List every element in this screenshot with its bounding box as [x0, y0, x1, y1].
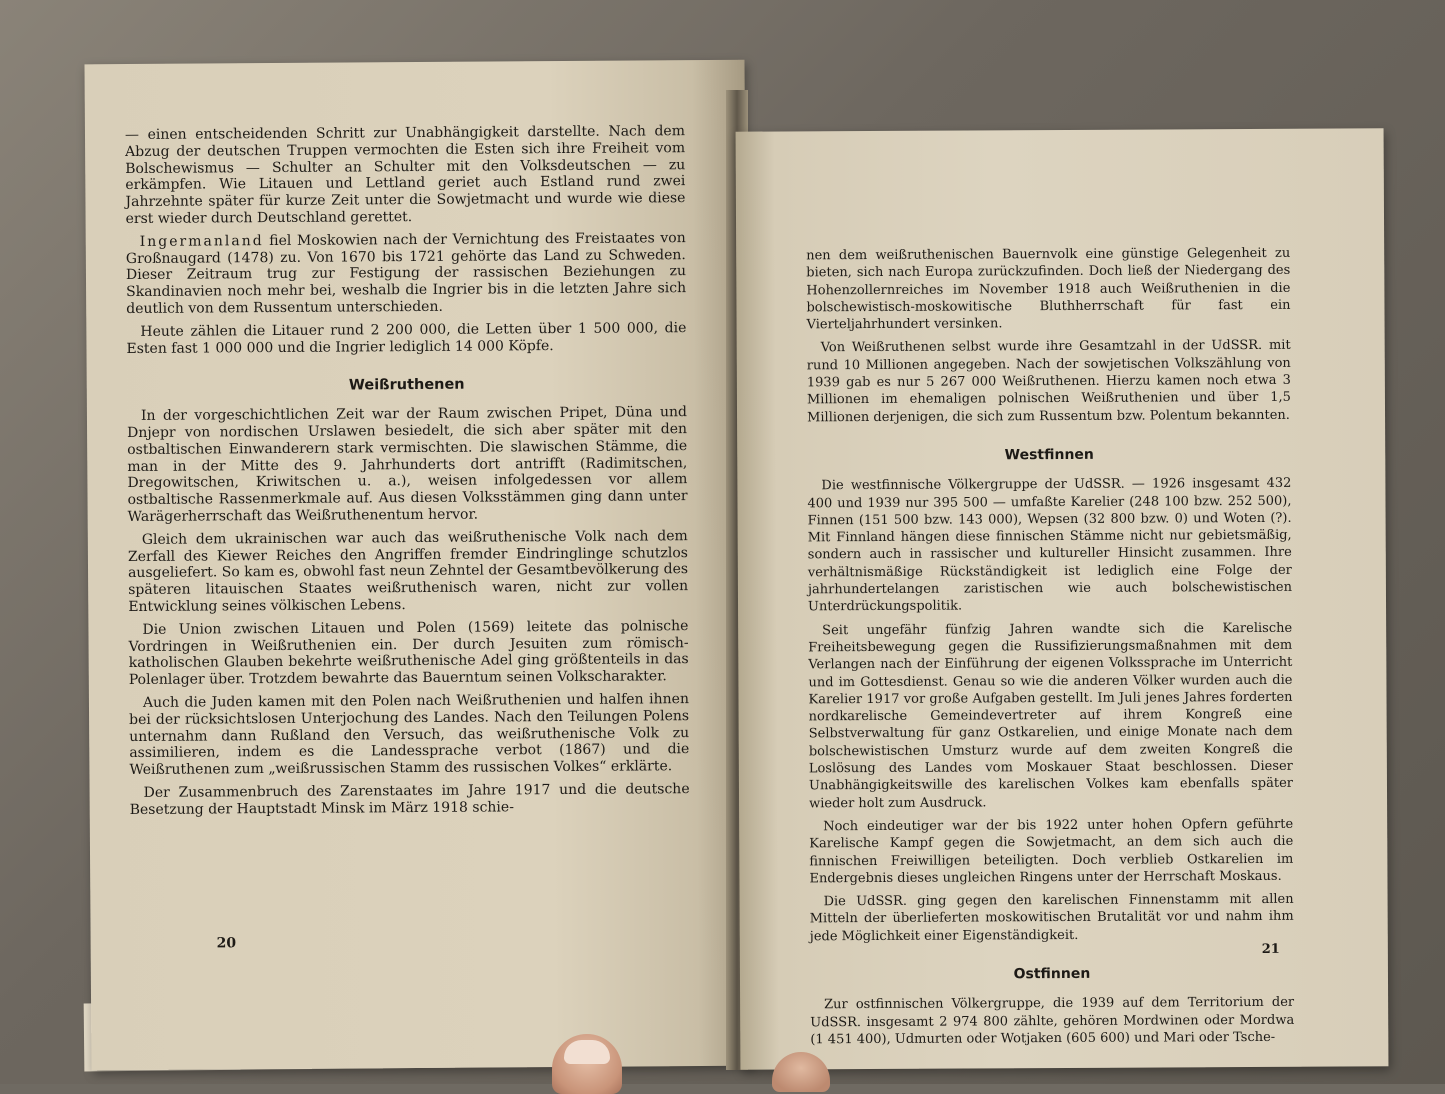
- paragraph: Die UdSSR. ging gegen den karelischen Finnenstamm mit allen Mitteln der überlieferten moskowitischen Brutalität vor und nahm ihm jede Möglichkeit einer Eigenständigkeit.: [809, 891, 1294, 945]
- paragraph: Die westfinnische Völkergruppe der UdSSR. — 1926 insgesamt 432 400 und 1939 nur 395 500 — umfaßte Karelier (248 100 bzw. 252 500), Finnen (151 500 bzw. 143 000), Wepsen (32 800 bzw. 0) und Woten (?). Mit Finnland hängen diese finnischen Stämme nicht nur gebietsmäßig, sondern auch in rassischer und kultureller Hinsicht zusammen. Ihre verhältnismäßige Rückständigkeit ist lediglich eine Folge der jahrhundertelangen zaristischen wie auch bolschewistischen Unterdrückungspolitik.: [807, 476, 1292, 615]
- right-page: [736, 128, 1389, 1069]
- paragraph: — einen entscheidenden Schritt zur Unabhängigkeit darstellte. Nach dem Abzug der deutschen Truppen vermochten die Esten sich ihre Freiheit vom Bolschewismus — Schulter an Schulter mit den Volksdeutschen — zu erkämpfen. Wie Litauen und Lettland geriet auch Estland rund zwei Jahrzehnte später für kurze Zeit unter die Sowjetmacht und wurde wie diese erst wieder durch Deutschland gerettet.: [124, 123, 686, 228]
- page-number: 21: [1261, 941, 1280, 957]
- paragraph: Von Weißruthenen selbst wurde ihre Gesamtzahl in der UdSSR. mit rund 10 Millionen angegeben. Nach der sowjetischen Volkszählung von 1939 gab es nur 5 267 000 Weißruthenen. Hierzu kamen noch etwa 3 Millionen im ehemaligen polnischen Weißruthenien und über 1,5 Millionen derjenigen, die sich zum Russentum bzw. Polentum bekannten.: [806, 338, 1291, 426]
- paragraph: Der Zusammenbruch des Zarenstaates im Jahre 1917 und die deutsche Besetzung der Hauptstadt Minsk im März 1918 schie-: [129, 781, 690, 818]
- paragraph: nen dem weißruthenischen Bauernvolk eine günstige Gelegenheit zu bieten, sich nach Europa zurückzufinden. Doch ließ der Niedergang des Hohenzollernreiches im November 1918 auch Weißruthenien in die bolschewistisch-moskowitische Bluthherrschaft für fast ein Vierteljahrhundert versinken.: [806, 245, 1291, 333]
- left-page-text: [125, 123, 690, 824]
- heading-westfinnen: Westfinnen: [1004, 446, 1094, 464]
- heading-ostfinnen: Ostfinnen: [1013, 965, 1091, 983]
- thumbnail-nail: [564, 1040, 610, 1064]
- page-number: 20: [216, 935, 237, 952]
- paragraph-heute: Heute zählen die Litauer rund 2 200 000, die Letten über 1 500 000, die Esten fast 1 000 000 und die Ingrier lediglich 14 000 Köpfe.: [126, 319, 687, 357]
- heading-weissruthenen: Weißruthenen: [348, 377, 465, 394]
- paragraph: Zur ostfinnischen Völkergruppe, die 1939 auf dem Territorium der UdSSR. insgesamt 2 974 800 zählte, gehören Mordwinen oder Mordwa (1 451 400), Udmurten oder Wotjaken (605 600) und Mari oder Tsche-: [810, 995, 1295, 1048]
- right-page-text: [806, 245, 1294, 1055]
- paragraph: Seit ungefähr fünfzig Jahren wandte sich die Karelische Freiheitsbewegung gegen die Russifizierungsmaßnahmen mit dem Verlangen nach der Einführung der eigenen Volkssprache im Unterricht und im Gottesdienst. Genau so wie die anderen Völker wurden auch die Karelier 1917 vor große Aufgaben gestellt. Im Juli jenes Jahres forderten nordkarelische Gemeindevertreter auf ihrem Kongreß eine Selbstverwaltung für ganz Ostkarelien, und einige Monate nach dem bolschewistischen Umsturz wurde auf dem zweiten Kongreß die Loslösung des Landes vom Moskauer Staat beschlossen. Dieser Unabhängigkeitswille des karelischen Volkes kam ebenfalls später wieder holt zum Ausdruck.: [808, 620, 1294, 811]
- paragraph: Gleich dem ukrainischen war auch das weißruthenische Volk nach dem Zerfall des Kiewer Reiches den Angriffen fremder Eindringlinge schutzlos ausgeliefert. So kam es, obwohl fast neun Zehntel der Gesamtbevölkerung des späteren litauischen Staates weißruthenisch waren, nicht zur vollen Entwicklung seines völkischen Lebens.: [127, 527, 689, 615]
- ingermanland-lead: Ingermanland: [139, 232, 264, 250]
- paragraph-ingermanland: [126, 230, 687, 318]
- paragraph: In der vorgeschichtlichen Zeit war der Raum zwischen Pripet, Düna und Dnjepr von nordischen Urslawen besiedelt, die sich aber später mit den ostbaltischen Einwanderern stark vermischten. Die slawischen Stämme, die man in der Mitte des 9. Jahrhunderts dort antrifft (Radimitschen, Dregowitschen, Kriwitschen u. a.), weisen infolgedessen vor allem ostbaltische Rassenmerkmale auf. Aus diesen Volksstämmen ging dann unter Warägerherrschaft das Weißruthenentum hervor.: [127, 404, 688, 525]
- paragraph: Noch eindeutiger war der bis 1922 unter hohen Opfern geführte Karelische Kampf gegen die Sowjetmacht, an dem sich auch die finnischen Freiwilligen beteiligten. Doch verblieb Ostkarelien im Endergebnis dieses ungleichen Ringens unter der Herrschaft Moskaus.: [809, 816, 1294, 887]
- paragraph: Die Union zwischen Litauen und Polen (1569) leitete das polnische Vordringen in Weißruthenien ein. Der durch Jesuiten zum römisch-katholischen Glauben bekehrte weißruthenische Adel ging größtenteils in das Polenlager über. Trotzdem bewahrte das Bauerntum seinen Volkscharakter.: [128, 617, 689, 689]
- paragraph: Auch die Juden kamen mit den Polen nach Weißruthenien und halfen ihnen bei der rücksichtslosen Unterjochung des Landes. Nach den Teilungen Polens unternahm dann Rußland den Versuch, das weißruthenische Volk zu assimilieren, indem es die Landessprache verbot (1867) und die Weißruthenen zum „weißrussischen Stamm des russischen Volkes“ erklärte.: [129, 691, 690, 779]
- left-page: [84, 60, 751, 1071]
- ingermanland-text: fiel Moskowien nach der Vernichtung des Freistaates von Großnaugard (1478) zu. Von 1670 bis 1721 gehörte das Land zu Schweden. Dieser Zeitraum trug zur Festigung der rassischen Beziehungen zu Skandinavien noch mehr bei, weshalb die Ingrier bis in die letzten Jahre sich deutlich von dem Russentum unterschieden.: [125, 229, 687, 317]
